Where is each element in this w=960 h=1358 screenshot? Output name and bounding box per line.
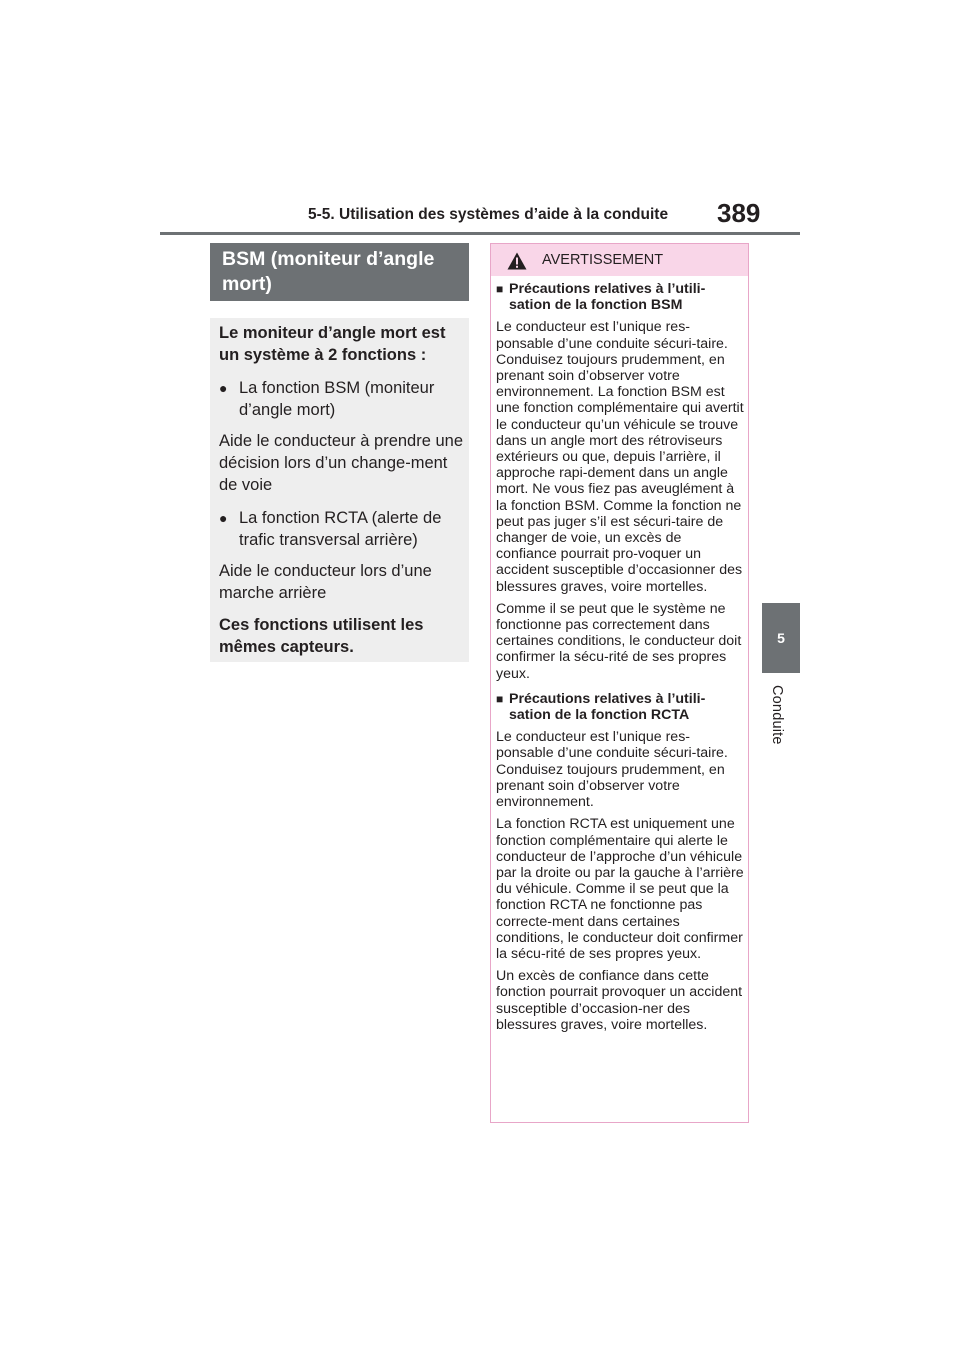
bullet-icon: ● — [219, 380, 228, 396]
warning-subheading — [496, 691, 744, 723]
chapter-tab-number: 5 — [777, 630, 785, 646]
warning-triangle-icon — [507, 252, 527, 270]
list-item-label: La fonction RCTA (alerte de trafic transversal arrière) — [239, 509, 442, 549]
running-header-title: 5-5. Utilisation des systèmes d’aide à la conduite — [308, 206, 669, 223]
bullet-icon: ● — [219, 510, 228, 526]
header-divider — [160, 232, 800, 235]
warning-paragraph: Un excès de confiance dans cette fonction pourrait provoquer un accident susceptible d’occasion-ner des blessures graves, voire mortelles. — [496, 968, 743, 1033]
warning-subheading-text: Précautions relatives à l’utili-sation de la fonction BSM — [509, 281, 706, 314]
warning-paragraph: Le conducteur est l’unique res-ponsable d’une conduite sécuri-taire. Conduisez toujours prudemment, en prenant soin d’observer votre environnement. — [496, 729, 728, 811]
square-bullet-icon: ■ — [496, 691, 504, 706]
warning-paragraph: La fonction RCTA est uniquement une fonction complémentaire qui alerte le conducteur de l’approche d’un véhicule par la droite ou par la gauche à l’arrière du véhicule. Comme il se peut que la fonction RCTA ne fonctionne pas correcte-ment dans certaines conditions, le conducteur doit confirmer la sécu-rité de ses propres yeux. — [496, 816, 744, 962]
summary-content — [219, 318, 466, 658]
warning-paragraph: Comme il se peut que le système ne fonctionne pas correctement dans certaines conditions, le conducteur doit confirmer la sécu-rité de ses propres yeux. — [496, 600, 742, 682]
list-item-label: La fonction BSM (moniteur d’angle mort) — [239, 379, 435, 419]
summary-closing: Ces fonctions utilisent les mêmes capteurs. — [219, 616, 424, 656]
warning-title: AVERTISSEMENT — [542, 252, 664, 268]
warning-paragraph: Le conducteur est l’unique res-ponsable d’une conduite sécuri-taire. Conduisez toujours prudemment, en prenant soin d’observer votre environnement. La fonction BSM est une fonction complémentaire qui avertit le conducteur qu’un véhicule se trouve dans un angle mort des rétroviseurs extérieurs ou que, depuis l’arrière, il approche rapi-dement dans un angle mort. Ne vous fiez pas aveuglément à la fonction BSM. Comme la fonction ne peut pas juger s’il est sécuri-taire de changer de voie, un excès de confiance pourrait pro-voquer un accident susceptible d’occasionner des blessures graves, voire mortelles. — [496, 319, 744, 595]
warning-subheading — [496, 281, 744, 313]
list-item-description: Aide le conducteur lors d’une marche arrière — [219, 562, 432, 602]
list-item-description: Aide le conducteur à prendre une décision lors d’un change-ment de voie — [219, 432, 464, 494]
summary-intro: Le moniteur d’angle mort est un système à 2 fonctions : — [219, 324, 446, 364]
page-number: 389 — [717, 198, 761, 228]
warning-content — [496, 279, 744, 1033]
list-item — [219, 507, 466, 551]
section-title: BSM (moniteur d’angle mort) — [222, 248, 435, 295]
list-item — [219, 377, 466, 421]
warning-subheading-text: Précautions relatives à l’utili-sation de la fonction RCTA — [509, 690, 706, 724]
square-bullet-icon: ■ — [496, 282, 504, 296]
chapter-tab-label: Conduite — [769, 685, 785, 745]
